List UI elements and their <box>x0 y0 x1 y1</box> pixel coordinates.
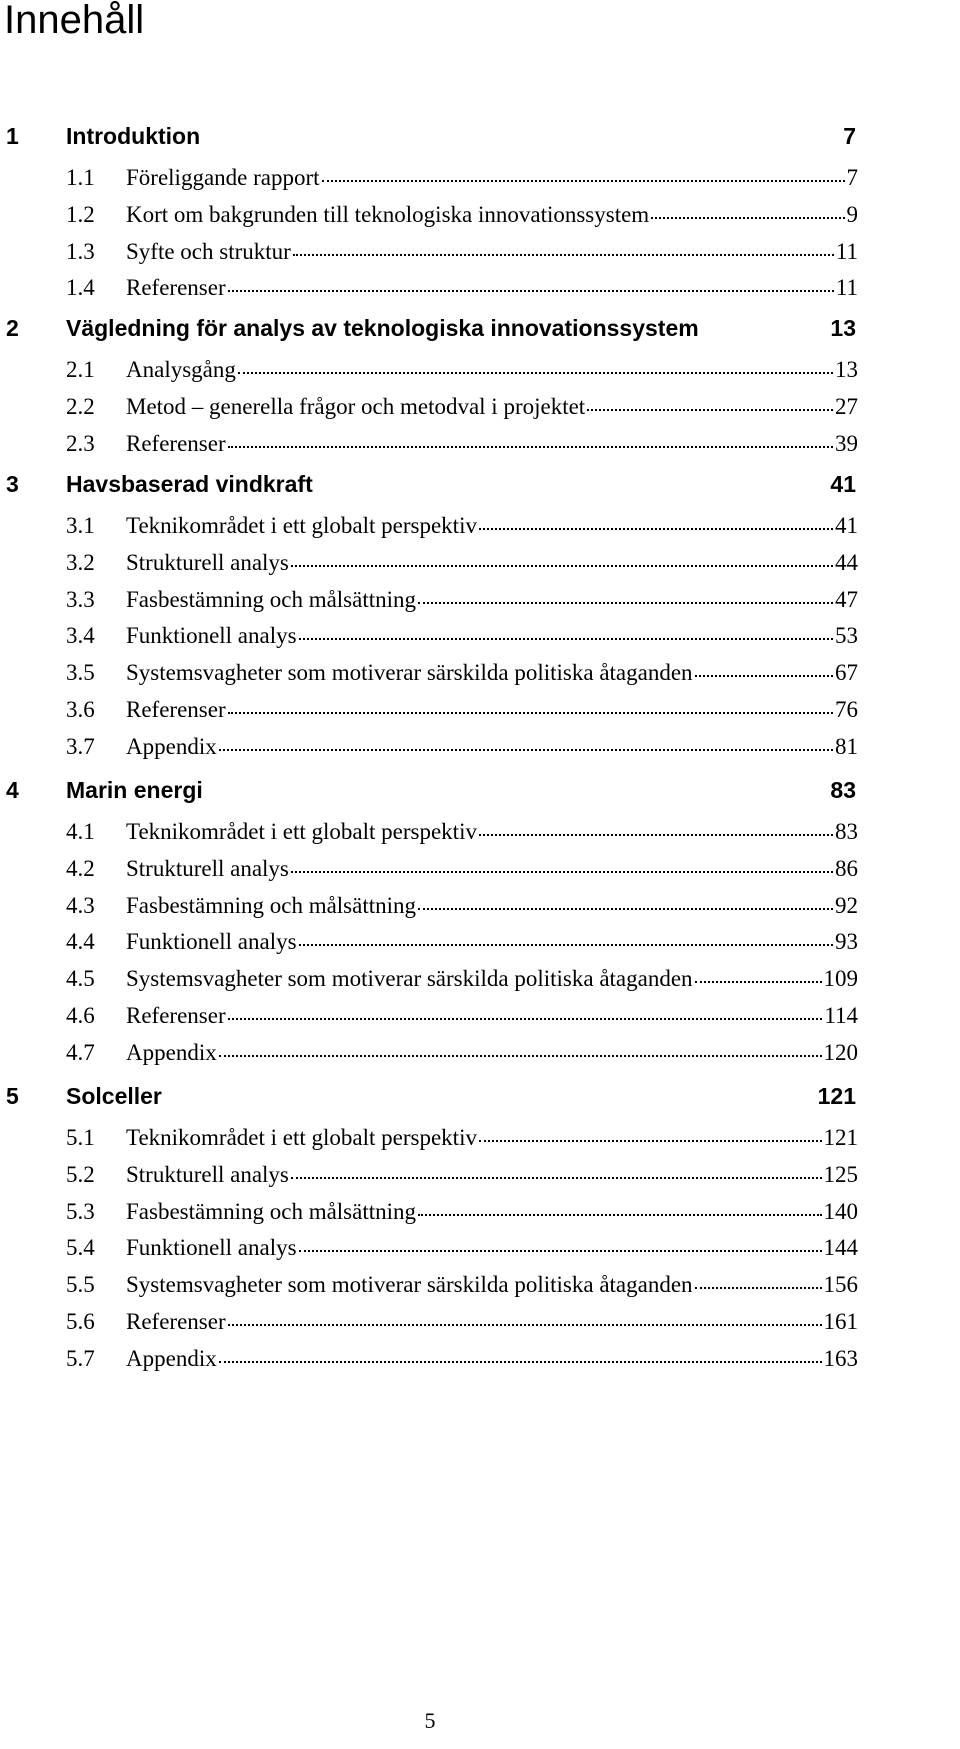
section-page: 125 <box>823 1161 858 1187</box>
section-page: 156 <box>823 1272 858 1298</box>
toc-entry[interactable] <box>66 271 858 305</box>
toc-entry[interactable] <box>66 889 858 923</box>
dot-leader <box>291 1176 822 1179</box>
toc-entry[interactable] <box>66 509 858 543</box>
dot-leader <box>299 943 833 946</box>
dot-leader <box>219 1054 822 1057</box>
section-title: Strukturell analys <box>126 1161 289 1187</box>
section-number: 1.4 <box>66 275 95 301</box>
dot-leader <box>228 445 833 448</box>
section-number: 5.3 <box>66 1198 95 1224</box>
toc-entry[interactable] <box>66 1158 858 1192</box>
section-title: Systemsvagheter som motiverar särskilda politiska åtaganden <box>126 966 693 992</box>
chapter-title: Solceller <box>66 1083 162 1109</box>
section-title: Fasbestämning och målsättning <box>126 1198 417 1224</box>
section-title: Fasbestämning och målsättning <box>126 586 417 612</box>
toc-entry[interactable] <box>66 1195 858 1229</box>
section-number: 4.7 <box>66 1039 95 1065</box>
section-number: 5.7 <box>66 1345 95 1371</box>
section-page: 140 <box>823 1198 858 1224</box>
dot-leader <box>299 1249 822 1252</box>
section-number: 4.4 <box>66 929 95 955</box>
toc-entry[interactable] <box>66 852 858 886</box>
section-number: 3.3 <box>66 586 95 612</box>
section-number: 3.6 <box>66 697 95 722</box>
chapter-title: Marin energi <box>66 777 203 803</box>
page-number: 5 <box>424 1708 436 1733</box>
toc-entry[interactable] <box>66 815 858 849</box>
toc-entry[interactable] <box>66 730 858 764</box>
chapter-title: Vägledning för analys av teknologiska innovationssystem <box>66 315 699 341</box>
section-page: 76 <box>835 697 858 722</box>
section-number: 3.2 <box>66 549 95 575</box>
section-number: 2.3 <box>66 430 95 456</box>
section-number: 2.2 <box>66 393 95 419</box>
dot-leader <box>479 833 833 836</box>
section-page: 81 <box>835 733 858 759</box>
section-page: 144 <box>823 1235 858 1261</box>
toc-entry[interactable] <box>66 1268 858 1302</box>
toc-entry[interactable] <box>66 1121 858 1155</box>
chapter-page: 7 <box>843 123 856 149</box>
section-title: Teknikområdet i ett globalt perspektiv <box>126 513 477 538</box>
dot-leader <box>695 674 833 677</box>
section-page: 109 <box>823 966 858 992</box>
section-title: Strukturell analys <box>126 855 289 881</box>
chapter-page: 83 <box>830 777 856 803</box>
chapter-page: 41 <box>830 471 856 497</box>
section-title: Strukturell analys <box>126 549 289 575</box>
section-page: 121 <box>823 1125 858 1150</box>
section-page: 11 <box>835 275 858 301</box>
toc-entry[interactable] <box>66 427 858 461</box>
section-page: 92 <box>835 892 858 918</box>
section-page: 9 <box>846 201 858 227</box>
section-page: 120 <box>823 1039 858 1065</box>
section-number: 4.6 <box>66 1003 95 1028</box>
section-page: 44 <box>835 549 858 575</box>
toc-entry[interactable] <box>66 198 858 232</box>
dot-leader <box>228 1017 823 1020</box>
section-page: 11 <box>835 238 858 264</box>
toc-entry[interactable] <box>66 1342 858 1376</box>
dot-leader <box>587 408 833 411</box>
toc-entry[interactable] <box>66 1231 858 1265</box>
section-title: Referenser <box>126 697 226 722</box>
dot-leader <box>695 980 822 983</box>
section-number: 3.7 <box>66 733 95 759</box>
section-title: Fasbestämning och målsättning <box>126 892 417 918</box>
toc-entry[interactable] <box>66 925 858 959</box>
section-number: 1.2 <box>66 201 95 227</box>
chapter-entry[interactable] <box>0 467 960 501</box>
section-number: 5.5 <box>66 1272 95 1298</box>
section-page: 93 <box>835 929 858 955</box>
toc-entry[interactable] <box>66 1305 858 1339</box>
page-title: Innehåll <box>4 0 145 42</box>
section-title: Appendix <box>126 1039 217 1065</box>
section-number: 3.4 <box>66 623 95 649</box>
section-number: 3.5 <box>66 660 95 686</box>
section-page: 86 <box>835 855 858 881</box>
dot-leader <box>651 216 844 219</box>
section-number: 5.4 <box>66 1235 95 1261</box>
section-page: 39 <box>835 430 858 456</box>
section-number: 3.1 <box>66 513 95 538</box>
section-title: Referenser <box>126 430 226 456</box>
section-title: Funktionell analys <box>126 1235 297 1261</box>
section-title: Referenser <box>126 275 226 301</box>
section-number: 4.2 <box>66 855 95 881</box>
chapter-page: 13 <box>830 315 856 341</box>
chapter-number: 2 <box>6 315 19 341</box>
section-title: Funktionell analys <box>126 623 297 649</box>
section-page: 83 <box>835 819 858 844</box>
toc-entry[interactable] <box>66 353 858 387</box>
section-title: Analysgång <box>126 357 236 382</box>
toc-entry[interactable] <box>66 693 858 727</box>
dot-leader <box>238 371 833 374</box>
toc-entry[interactable] <box>66 999 858 1033</box>
chapter-title: Introduktion <box>66 123 201 149</box>
section-title: Föreliggande rapport <box>126 165 320 190</box>
section-number: 4.5 <box>66 966 95 992</box>
section-title: Funktionell analys <box>126 929 297 955</box>
section-number: 1.3 <box>66 238 95 264</box>
dot-leader <box>228 1323 822 1326</box>
dot-leader <box>479 527 833 530</box>
section-page: 41 <box>835 513 858 538</box>
dot-leader <box>291 564 833 567</box>
section-page: 163 <box>823 1345 858 1371</box>
toc-entry[interactable] <box>66 962 858 996</box>
section-number: 1.1 <box>66 165 95 190</box>
toc-entry[interactable] <box>66 390 858 424</box>
dot-leader <box>418 1213 821 1216</box>
dot-leader <box>418 907 833 910</box>
section-title: Teknikområdet i ett globalt perspektiv <box>126 1125 477 1150</box>
dot-leader <box>479 1139 822 1142</box>
chapter-page: 121 <box>817 1083 856 1109</box>
section-title: Syfte och struktur <box>126 238 291 264</box>
section-page: 27 <box>835 393 858 419</box>
dot-leader <box>291 870 833 873</box>
section-number: 2.1 <box>66 357 95 382</box>
chapter-number: 4 <box>6 777 19 803</box>
dot-leader <box>228 711 833 714</box>
toc-entry[interactable] <box>66 1036 858 1070</box>
dot-leader <box>219 748 833 751</box>
section-title: Appendix <box>126 1345 217 1371</box>
chapter-number: 5 <box>6 1083 19 1109</box>
dot-leader <box>299 637 833 640</box>
dot-leader <box>418 601 833 604</box>
section-title: Referenser <box>126 1309 226 1334</box>
toc-entry[interactable] <box>66 235 858 269</box>
chapter-entry[interactable] <box>0 773 960 807</box>
toc-entry[interactable] <box>66 656 858 690</box>
section-title: Metod – generella frågor och metodval i projektet <box>126 393 586 419</box>
section-number: 4.1 <box>66 819 95 844</box>
section-page: 47 <box>835 586 858 612</box>
section-page: 161 <box>823 1309 858 1334</box>
dot-leader <box>219 1360 822 1363</box>
section-page: 114 <box>824 1003 858 1028</box>
section-title: Appendix <box>126 733 217 759</box>
section-number: 5.6 <box>66 1309 95 1334</box>
section-title: Referenser <box>126 1003 226 1028</box>
section-page: 53 <box>835 623 858 649</box>
section-title: Systemsvagheter som motiverar särskilda politiska åtaganden <box>126 660 693 686</box>
section-page: 67 <box>835 660 858 686</box>
dot-leader <box>228 289 834 292</box>
section-title: Systemsvagheter som motiverar särskilda politiska åtaganden <box>126 1272 693 1298</box>
toc-entry[interactable] <box>66 619 858 653</box>
chapter-entry[interactable] <box>0 311 960 345</box>
chapter-number: 1 <box>6 123 19 149</box>
chapter-entry[interactable] <box>0 1079 960 1113</box>
section-number: 4.3 <box>66 892 95 918</box>
toc-entry[interactable] <box>66 583 858 617</box>
section-number: 5.1 <box>66 1125 95 1150</box>
section-page: 7 <box>846 165 858 190</box>
dot-leader <box>695 1286 822 1289</box>
dot-leader <box>293 253 834 256</box>
section-title: Kort om bakgrunden till teknologiska innovationssystem <box>126 201 650 227</box>
section-title: Teknikområdet i ett globalt perspektiv <box>126 819 477 844</box>
section-page: 13 <box>835 357 858 382</box>
toc-entry[interactable] <box>66 546 858 580</box>
chapter-entry[interactable] <box>0 119 960 153</box>
chapter-title: Havsbaserad vindkraft <box>66 471 313 497</box>
toc-entry[interactable] <box>66 161 858 195</box>
dot-leader <box>322 179 845 182</box>
chapter-number: 3 <box>6 471 19 497</box>
section-number: 5.2 <box>66 1161 95 1187</box>
